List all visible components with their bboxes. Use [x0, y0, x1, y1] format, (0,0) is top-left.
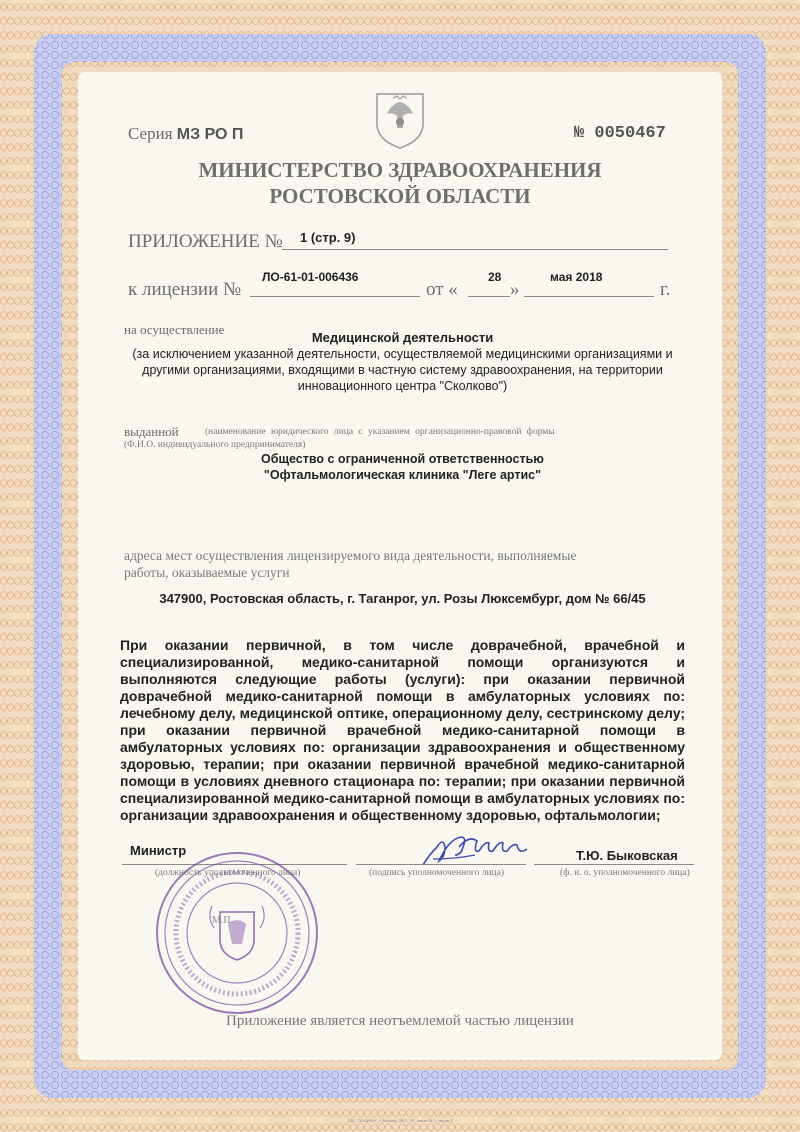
- issued-hint-2: (Ф.И.О. индивидуального предпринимателя): [124, 440, 306, 450]
- signature-icon: [415, 825, 535, 873]
- series-label: Серия: [128, 124, 173, 143]
- issued-label: выданной: [124, 424, 179, 439]
- coat-of-arms-icon: [371, 88, 429, 150]
- series-value: МЗ РО П: [176, 126, 244, 143]
- activity-description: (за исключением указанной деятельности, осуществляемой медицинскими организациями и другими организациями, входящими в частную систему здравоохранения, на территории инновационного центра "Сколково"): [132, 347, 673, 393]
- number-sign: №: [574, 124, 585, 143]
- printer-imprint: ЗАО "ОПЦИОН", г. Москва, 2017, "Б", заказ № 1, тираж 1: [347, 1118, 453, 1123]
- license-day: 28: [488, 270, 502, 284]
- organization-line-1: Общество с ограниченной ответственностью: [261, 452, 544, 466]
- license-label: к лицензии №: [128, 279, 242, 300]
- license-month-year: мая 2018: [550, 270, 603, 284]
- issued-hint-1: (наименование юридического лица с указанием организационно-правовой формы: [205, 427, 555, 437]
- organization-line-2: "Офтальмологическая клиника "Леге артис": [263, 468, 542, 482]
- address-value: 347900, Ростовская область, г. Таганрог, ул. Розы Люксембург, дом № 66/45: [159, 591, 646, 606]
- series-block: [128, 124, 243, 144]
- signatory-position: Министр: [130, 843, 187, 858]
- footer-note: Приложение является неотъемлемой частью лицензии: [226, 1013, 574, 1029]
- license-blank-number: [574, 124, 666, 143]
- signature-hint: (подпись уполномоченного лица): [369, 868, 505, 878]
- activity-label: на осуществление: [124, 322, 225, 337]
- position-hint: (должность уполномоченного лица): [155, 868, 301, 878]
- license-from: от «: [426, 279, 458, 300]
- address-label-line-2: работы, оказываемые услуги: [124, 565, 290, 580]
- signatory-name: Т.Ю. Быковская: [576, 848, 678, 863]
- ministry-line-2: РОСТОВСКОЙ ОБЛАСТИ: [269, 184, 531, 208]
- appendix-label: ПРИЛОЖЕНИЕ №: [128, 231, 283, 252]
- ministry-title: [150, 157, 650, 209]
- name-hint: (ф. и. о. уполномоченного лица): [560, 868, 690, 878]
- address-label-line-1: адреса мест осуществления лицензируемого вида деятельности, выполняемые: [124, 548, 577, 563]
- official-stamp-icon: [152, 848, 322, 1018]
- license-year-suffix: г.: [660, 279, 671, 300]
- organization-name: [120, 451, 685, 483]
- license-number: ЛО-61-01-006436: [262, 270, 359, 284]
- ministry-line-1: МИНИСТЕРСТВО ЗДРАВООХРАНЕНИЯ: [198, 158, 602, 182]
- services-text: При оказании первичной, в том числе доврачебной, врачебной и специализированной, медико-санитарной помощи организуются и выполняются следующие работы (услуги): при оказании первичной доврачебной медико-санитарной помощи в амбулаторных условиях по: лечебному делу, медицинской оптике, операционному делу, сестринскому делу; при оказании первичной врачебной медико-санитарной помощи в амбулаторных условиях по: организации здравоохранения и общественному здоровью, терапии; при оказании первичной врачебной медико-санитарной помощи в условиях дневного стационара по: терапии; при оказании первичной специализированной медико-санитарной помощи в амбулаторных условиях по: организации здравоохранения и общественному здоровью, офтальмологии;: [120, 637, 685, 823]
- number-value: 0050467: [594, 124, 666, 143]
- activity-title: Медицинской деятельности: [311, 330, 494, 345]
- appendix-value: 1 (стр. 9): [300, 230, 356, 245]
- license-quote-close: »: [510, 279, 520, 300]
- address-label: [124, 547, 684, 581]
- stamp-mark: М.П.: [212, 915, 234, 926]
